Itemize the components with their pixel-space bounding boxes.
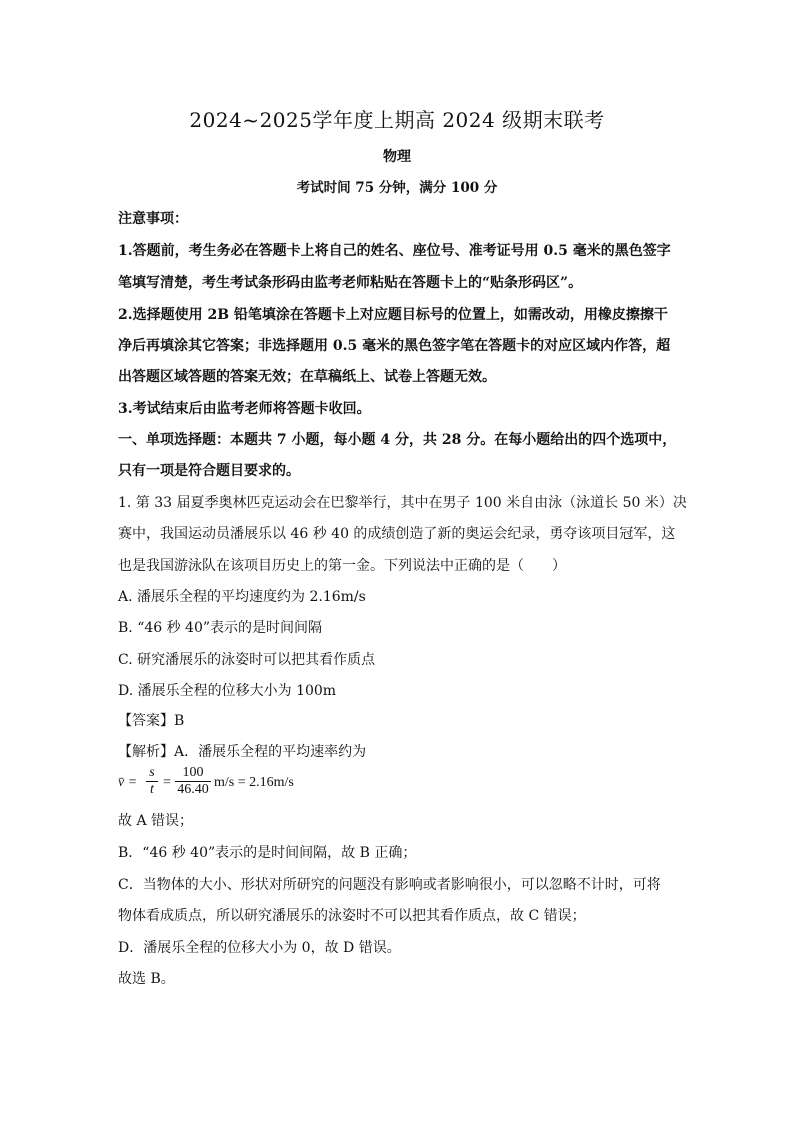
analysis-label: 【解析】 [118,744,174,760]
final-choice: 故选 B。 [118,971,175,987]
notice-line-5: 出答题区域答题的答案无效；在草稿纸上、试卷上答题无效。 [118,369,496,385]
option-c: C. 研究潘展乐的泳姿时可以把其看作质点 [118,652,376,668]
question-1-line-3: 也是我国游泳队在该项目历史上的第一金。下列说法中正确的是（ ） [118,558,566,574]
explanation-c-line-2: 物体看成质点，所以研究潘展乐的泳姿时不可以把其看作质点，故 C 错误； [118,908,586,924]
formula-denominator: 46.40 [177,782,209,797]
notice-line-2: 笔填写清楚，考生考试条形码由监考老师粘贴在答题卡上的“贴条形码区”。 [118,275,583,291]
notice-line-4: 净后再填涂其它答案；非选择题用 0.5 毫米的黑色签字笔在答题卡的对应区域内作答，超 [118,338,671,354]
notice-line-3: 2.选择题使用 2B 铅笔填涂在答题卡上对应题目标号的位置上，如需改动，用橡皮擦擦干 [118,307,668,323]
option-a: A. 潘展乐全程的平均速度约为 2.16m/s [118,589,366,605]
answer-label: 【答案】 [118,713,174,729]
formula-rhs: m/s = 2.16m/s [214,775,294,790]
formula-s: s [146,765,158,782]
exam-time-info: 考试时间 75 分钟，满分 100 分 [296,180,498,196]
explanation-a-conclusion: 故 A 错误； [118,813,194,829]
notice-line-1: 1.答题前，考生务必在答题卡上将自己的姓名、座位号、准考证号用 0.5 毫米的黑色签字 [118,243,671,259]
question-1-line-2: 赛中，我国运动员潘展乐以 46 秒 40 的成绩创造了新的奥运会纪录，勇夺该项目冠军，这 [118,526,676,542]
answer-value: B [174,713,185,729]
explanation-b: B．“46 秒 40”表示的是时间间隔，故 B 正确； [118,845,417,861]
answer-row [118,710,678,730]
section-heading-line-2: 只有一项是符合题目要求的。 [118,463,300,479]
option-d: D. 潘展乐全程的位移大小为 100m [118,683,337,699]
section-heading-line-1: 一、单项选择题：本题共 7 小题，每小题 4 分，共 28 分。在每小题给出的四个选项中， [118,432,677,448]
formula-fraction-st [146,765,158,798]
formula-equals: = [163,775,171,790]
formula-numerator: 100 [175,765,211,782]
notice-line-6: 3.考试结束后由监考老师将答题卡收回。 [118,401,371,417]
explanation-c-line-1: C．当物体的大小、形状对所研究的问题没有影响或者影响很小，可以忽略不计时，可将 [118,877,661,893]
exam-title: 2024~2025学年度上期高 2024 级期末联考 [189,108,605,132]
analysis-row [118,741,678,761]
question-1-line-1: 1. 第 33 届夏季奥林匹克运动会在巴黎举行，其中在男子 100 米自由泳（泳道长 50 米）决 [118,495,687,511]
formula-fraction-values [175,765,211,798]
explanation-d: D．潘展乐全程的位移大小为 0，故 D 错误。 [118,940,401,956]
notice-heading: 注意事项： [118,211,188,227]
option-b: B. “46 秒 40”表示的是时间间隔 [118,620,323,636]
subject-label: 物理 [383,149,411,165]
average-speed-formula [118,764,418,804]
formula-t: t [150,782,154,797]
analysis-intro: A．潘展乐全程的平均速率约为 [174,744,367,760]
formula-lhs: v̄ = [118,775,138,790]
